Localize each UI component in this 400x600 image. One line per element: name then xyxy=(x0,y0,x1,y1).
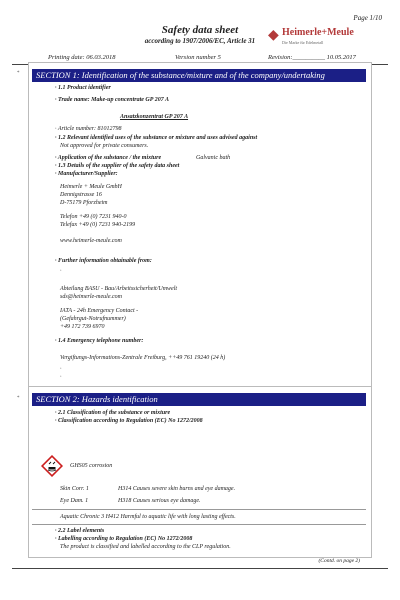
corrosion-icon xyxy=(41,455,63,477)
labelling-regulation: · Labelling according to Regulation (EC) No 1272/2008 xyxy=(55,536,193,542)
further-info-label: · Further information obtainable from: xyxy=(55,258,152,264)
dot-separator: · xyxy=(60,268,62,274)
product-identifier-label: · 1.1 Product identifier xyxy=(55,85,111,91)
version-number: Version number 5 xyxy=(175,54,221,61)
hazard-class: Skin Corr. 1 xyxy=(60,486,89,492)
section1-heading: SECTION 1: Identification of the substance/mixture and of the company/undertaking xyxy=(32,69,366,82)
section2-heading: SECTION 2: Hazards identification xyxy=(32,393,366,406)
change-marker: * xyxy=(17,71,20,76)
emergency-contact-title: IATA - 24h Emergency Contact - xyxy=(60,308,139,314)
aquatic-hazard: Aquatic Chronic 3 H412 Harmful to aquatic life with long lasting effects. xyxy=(60,514,236,520)
footer-rule xyxy=(12,568,388,569)
hazard-class: Eye Dam. 1 xyxy=(60,498,89,504)
trade-name-german: Ansatzkonzentrat GP 207 A xyxy=(120,114,189,120)
manufacturer-label: · Manufacturer/Supplier: xyxy=(55,171,118,177)
emergency-contact-subtitle: (Gefahrgut-Notrufnummer) xyxy=(60,316,126,322)
logo-subtext: Die Marke für Edelmetall xyxy=(282,40,324,45)
classification-label: · 2.1 Classification of the substance or mixture xyxy=(55,410,171,416)
divider xyxy=(32,524,366,525)
logo-text: Heimerle+Meule xyxy=(282,27,354,38)
department-email[interactable]: sds@heimerle-meule.com xyxy=(60,294,123,300)
hazard-statement: H314 Causes severe skin burns and eye damage. xyxy=(118,486,236,492)
label-elements-label: · 2.2 Label elements xyxy=(55,528,105,534)
company-city: D-75179 Pforzheim xyxy=(60,200,108,206)
company-phone: Telefon +49 (0) 7231 940-0 xyxy=(60,214,127,220)
relevant-uses-text: Not approved for private consumers. xyxy=(60,143,149,149)
company-website[interactable]: www.heimerle-meule.com xyxy=(60,238,122,244)
document-title: Safety data sheet xyxy=(161,24,239,36)
poison-centre: Vergiftungs-Informations-Zentrale Freiburg, ++49 761 19240 (24 h) xyxy=(60,355,226,361)
divider xyxy=(32,509,366,510)
trade-name: · Trade name: Make-up concentrate GP 207 A xyxy=(55,97,169,103)
continued-note: (Contd. on page 2) xyxy=(318,558,360,564)
classification-regulation: · Classification according to Regulation (EC) No 1272/2008 xyxy=(55,418,203,424)
company-street: Dennigstrasse 16 xyxy=(60,192,102,198)
page-number: Page 1/10 xyxy=(353,14,382,22)
revision-date: Revision:__________ 10.05.2017 xyxy=(268,54,356,61)
article-number: · Article number: 81012798 xyxy=(55,126,122,132)
ghs-label: GHS05 corrosion xyxy=(70,463,113,469)
change-marker: * xyxy=(17,396,20,401)
logo-icon: ◆ xyxy=(268,28,279,43)
hazard-statement: H318 Causes serious eye damage. xyxy=(118,498,201,504)
supplier-details-label: · 1.3 Details of the supplier of the safety data sheet xyxy=(55,163,180,169)
emergency-phone-label: · 1.4 Emergency telephone number: xyxy=(55,338,144,344)
dot-separator: · xyxy=(60,374,62,380)
document-subtitle: according to 1907/2006/EC, Article 31 xyxy=(144,37,256,45)
printing-date: Printing date: 06.03.2018 xyxy=(48,54,116,61)
company-fax: Telefax +49 (0) 7231 940-2199 xyxy=(60,222,136,228)
application-label: · Application of the substance / the mixture xyxy=(55,155,162,161)
department: Abteilung BASU - Bau/Arbeitssicherheit/Umwelt xyxy=(60,286,178,292)
company-name: Heimerle + Meule GmbH xyxy=(60,184,122,190)
company-logo xyxy=(268,25,363,47)
dot-separator: · xyxy=(60,366,62,372)
emergency-contact-phone: +49 172 739 6970 xyxy=(60,324,105,330)
application-value: Galvanic bath xyxy=(196,155,231,161)
relevant-uses-label: · 1.2 Relevant identified uses of the substance or mixture and uses advised against xyxy=(55,135,258,141)
clp-statement: The product is classified and labelled according to the CLP regulation. xyxy=(60,544,231,550)
